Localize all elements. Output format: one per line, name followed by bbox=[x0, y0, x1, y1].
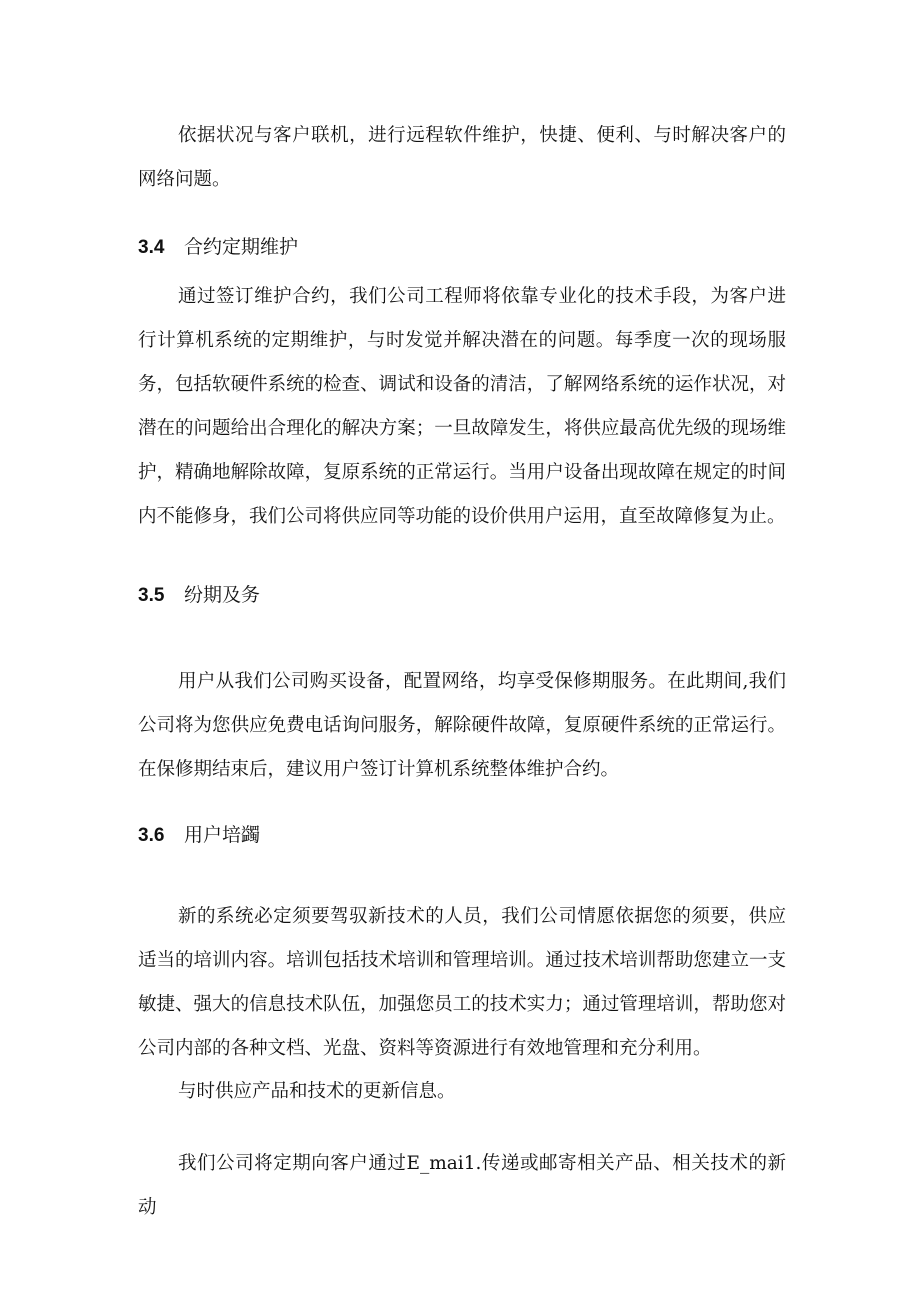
section-title: 用户培蠲 bbox=[184, 824, 261, 846]
section-title: 合约定期维护 bbox=[184, 236, 299, 258]
section-3-6-paragraph-2: 与时供应产品和技术的更新信息。 bbox=[178, 1081, 456, 1102]
section-3-6-paragraph-3: 我们公司将定期向客户通过E_mai1.传递或邮寄相关产品、相关技术的新动 bbox=[138, 1153, 786, 1218]
section-3-6-paragraph-1: 新的系统必定须要驾驭新技术的人员，我们公司情愿依据您的须要，供应适当的培训内容。培训包括技术培训和管理培训。通过技术培训帮助您建立一支敏捷、强大的信息技术队伍，加强您员工的技术实力；通过管理培训，帮助您对公司内部的各种文档、光盘、资料等资源进行有效地管理和充分利用。 bbox=[138, 906, 786, 1059]
section-3-5-paragraph: 用户从我们公司购买设备，配置网络，均享受保修期服务。在此期间,我们公司将为您供应免费电话询问服务，解除硬件故障，复原硬件系统的正常运行。在保修期结束后，建议用户签订计算机系统整体维护合约。 bbox=[138, 671, 786, 780]
section-number: 3.4 bbox=[138, 237, 165, 258]
section-title: 纷期及务 bbox=[184, 584, 261, 606]
intro-paragraph: 依据状况与客户联机，进行远程软件维护，快捷、便利、与时解决客户的网络问题。 bbox=[138, 125, 786, 190]
section-heading-3-4 bbox=[138, 233, 298, 262]
section-heading-3-5 bbox=[138, 581, 260, 610]
section-3-4-paragraph: 通过签订维护合约，我们公司工程师将依靠专业化的技术手段，为客户进行计算机系统的定期维护，与时发觉并解决潜在的问题。每季度一次的现场服务，包括软硬件系统的检查、调试和设备的清洁，了解网络系统的运作状况，对潜在的问题给出合理化的解决方案；一旦故障发生，将供应最高优先级的现场维护，精确地解除故障，复原系统的正常运行。当用户设备出现故障在规定的时间内不能修身，我们公司将供应同等功能的设价供用户运用，直至故障修复为止。 bbox=[138, 286, 786, 527]
section-heading-3-6 bbox=[138, 821, 260, 850]
section-number: 3.5 bbox=[138, 585, 165, 606]
section-number: 3.6 bbox=[138, 825, 165, 846]
